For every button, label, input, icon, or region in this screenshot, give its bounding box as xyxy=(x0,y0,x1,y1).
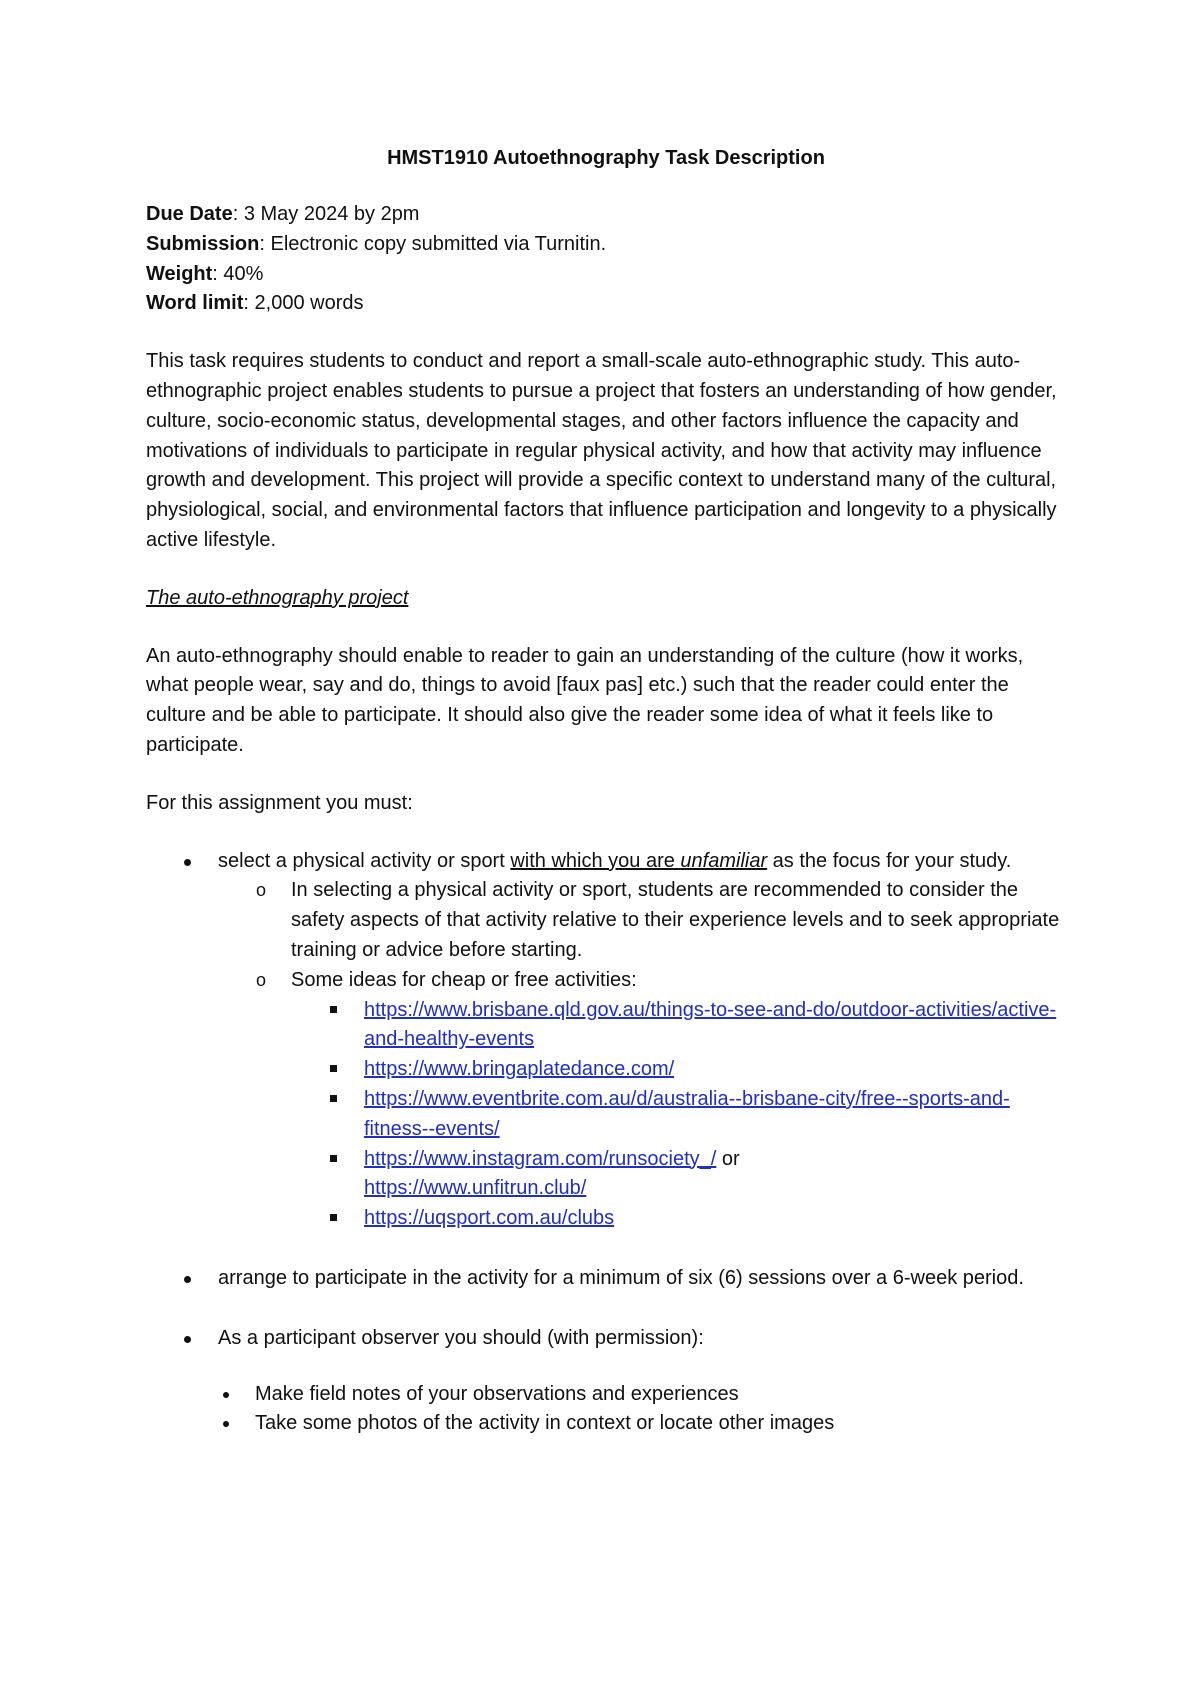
list-item xyxy=(146,1264,1066,1294)
circle-bullet-icon: o xyxy=(256,969,267,990)
bullet1-text xyxy=(218,850,1011,872)
observer-list xyxy=(218,1380,1066,1440)
assignment-details xyxy=(146,200,1066,319)
submission-line xyxy=(146,230,1066,260)
due-date-line xyxy=(146,200,1066,230)
section-heading: The auto-ethnography project xyxy=(146,586,409,609)
document-content xyxy=(146,144,1066,1439)
due-date-value: : 3 May 2024 by 2pm xyxy=(232,203,420,225)
square-bullet-icon xyxy=(330,1006,337,1013)
intro-paragraph: This task requires students to conduct and report a small-scale auto-ethnographic study. This auto-ethnographic project enables students to pursue a project that fosters an understanding of how gender, culture, socio-economic status, developmental stages, and other factors influence the capacity and motivations of individuals to participate in regular physical activity, and how that activity may influence growth and development. This project will provide a specific context to understand many of the cultural, physiological, social, and environmental factors that influence participation and longevity to a physically active lifestyle. xyxy=(146,350,1057,551)
brisbane-events-link[interactable]: https://www.brisbane.qld.gov.au/things-to-see-and-do/outdoor-activities/active-and-healthy-events xyxy=(364,998,1057,1051)
word-limit-line xyxy=(146,289,1066,319)
bullet1-pre: select a physical activity or sport xyxy=(218,849,511,872)
list-item xyxy=(291,1145,1066,1205)
document-title: HMST1910 Autoethnography Task Description xyxy=(387,147,825,169)
list-item xyxy=(218,966,1066,1234)
submission-value: : Electronic copy submitted via Turnitin. xyxy=(259,232,607,255)
list-item xyxy=(291,1204,1066,1234)
requirements-intro: For this assignment you must: xyxy=(146,791,413,814)
bullet-icon xyxy=(184,1276,191,1283)
bullet-icon xyxy=(184,859,191,866)
instagram-link[interactable]: https://www.instagram.com/runsociety_/ xyxy=(364,1147,717,1170)
list-item xyxy=(146,1324,1066,1439)
list-item xyxy=(291,1085,1066,1145)
due-date-label: Due Date xyxy=(146,203,233,225)
field-notes-item: Make field notes of your observations and experiences xyxy=(255,1382,739,1405)
bullet1-emphasis: unfamiliar xyxy=(680,849,768,872)
square-bullet-icon xyxy=(330,1065,337,1072)
requirements-list xyxy=(146,847,1066,1440)
safety-advice: In selecting a physical activity or sport, students are recommended to consider the safety aspects of that activity relative to their experience levels and to seek appropriate training or advice before starting. xyxy=(291,879,1060,961)
submission-label: Submission xyxy=(146,232,260,255)
list-item xyxy=(218,1380,1066,1410)
unfitrun-link[interactable]: https://www.unfitrun.club/ xyxy=(364,1177,587,1200)
word-limit-value: : 2,000 words xyxy=(243,292,364,315)
square-bullet-icon xyxy=(330,1214,337,1221)
uqsport-link[interactable]: https://uqsport.com.au/clubs xyxy=(364,1207,615,1230)
bullet1-underlined: with which you are xyxy=(510,849,681,872)
bringaplate-link[interactable]: https://www.bringaplatedance.com/ xyxy=(364,1058,675,1081)
culture-paragraph: An auto-ethnography should enable to reader to gain an understanding of the culture (how it works, what people wear, say and do, things to avoid [faux pas] etc.) such that the reader could enter the culture and be able to participate. It should also give the reader some idea of what it feels like to participate. xyxy=(146,644,1024,756)
sub-list xyxy=(218,876,1066,1234)
square-bullet-icon xyxy=(330,1155,337,1162)
weight-value: : 40% xyxy=(212,262,264,285)
photos-item: Take some photos of the activity in context or locate other images xyxy=(255,1412,835,1435)
square-bullet-icon xyxy=(330,1095,337,1102)
list-item xyxy=(218,876,1066,965)
list-item xyxy=(146,847,1066,1234)
weight-line xyxy=(146,260,1066,290)
ideas-heading: Some ideas for cheap or free activities: xyxy=(291,968,637,991)
weight-label: Weight xyxy=(146,262,213,285)
list-item xyxy=(291,996,1066,1056)
bullet-icon xyxy=(184,1336,191,1343)
bullet1-post: as the focus for your study. xyxy=(767,849,1012,872)
eventbrite-link[interactable]: https://www.eventbrite.com.au/d/australia--brisbane-city/free--sports-and-fitness--events/ xyxy=(364,1087,1010,1140)
bullet-icon xyxy=(223,1421,229,1427)
or-text: or xyxy=(716,1147,740,1170)
list-item xyxy=(291,1055,1066,1085)
bullet3-text: As a participant observer you should (with permission): xyxy=(218,1326,704,1349)
bullet-icon xyxy=(223,1392,229,1398)
circle-bullet-icon: o xyxy=(256,880,267,901)
word-limit-label: Word limit xyxy=(146,292,244,315)
link-list xyxy=(291,996,1066,1234)
list-item xyxy=(218,1409,1066,1439)
bullet2-text: arrange to participate in the activity for a minimum of six (6) sessions over a 6-week period. xyxy=(218,1266,1024,1289)
